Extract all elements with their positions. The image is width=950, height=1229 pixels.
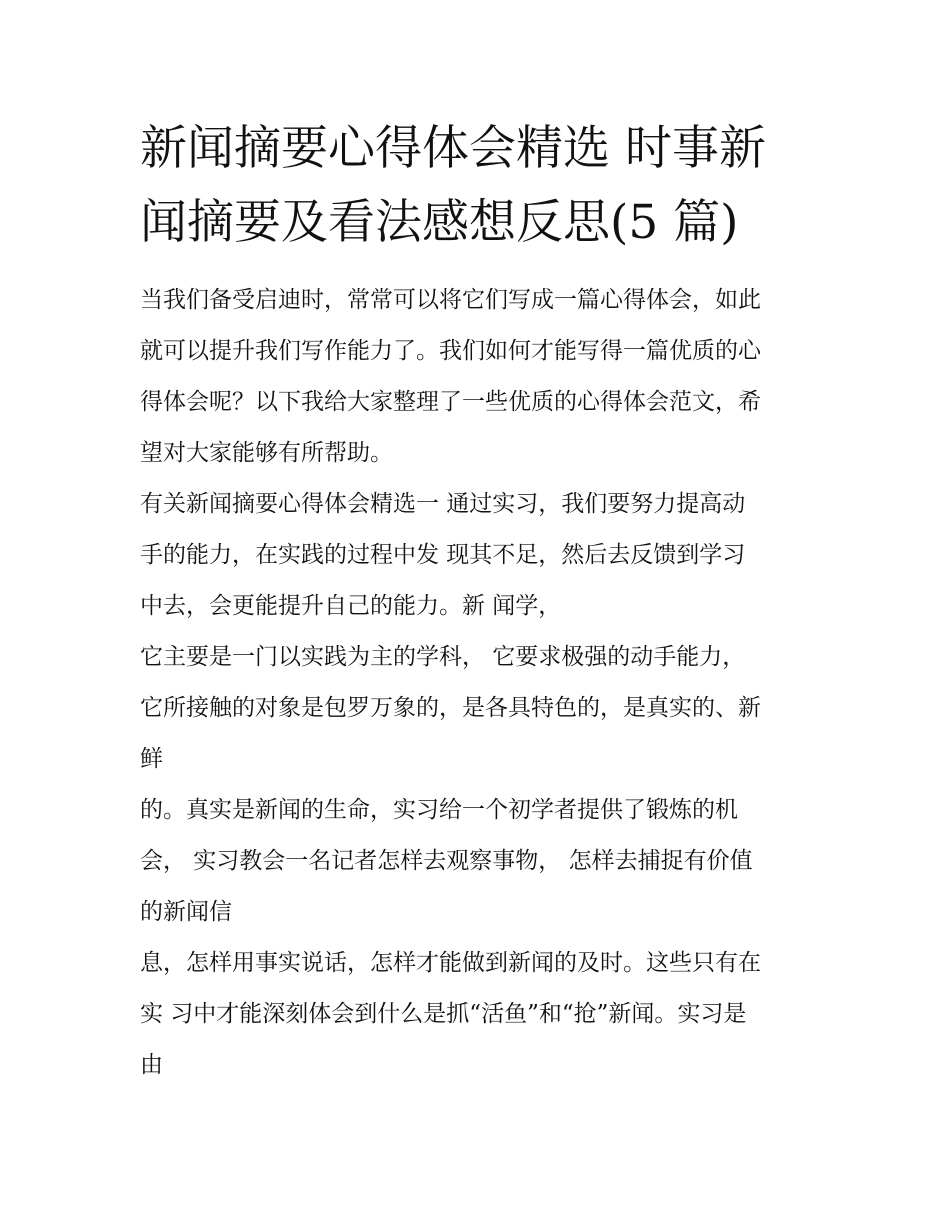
body-line: 有关新闻摘要心得体会精选一 通过实习，我们要努力提高动 xyxy=(140,491,746,517)
body-line: 它主要是一门以实践为主的学科， 它要求极强的动手能力， xyxy=(140,644,746,670)
title-line: 新闻摘要心得体会精选 时事新 xyxy=(140,121,766,176)
body-line: 鲜 xyxy=(140,746,163,772)
title-line: 闻摘要及看法感想反思(5 篇) xyxy=(140,195,739,250)
body-line: 由 xyxy=(140,1052,163,1078)
body-line: 望对大家能够有所帮助。 xyxy=(140,440,393,466)
body-line: 息，怎样用事实说话，怎样才能做到新闻的及时。这些只有在 xyxy=(140,950,761,976)
document-title xyxy=(140,112,820,260)
body-line: 实 习中才能深刻体会到什么是抓“活鱼”和“抢”新闻。实习是 xyxy=(140,1001,747,1027)
body-line: 它所接触的对象是包罗万象的，是各具特色的，是真实的、新 xyxy=(140,695,761,721)
body-line: 的。真实是新闻的生命，实习给一个初学者提供了锻炼的机 xyxy=(140,797,738,823)
body-line: 就可以提升我们写作能力了。我们如何才能写得一篇优质的心 xyxy=(140,338,761,364)
body-line: 的新闻信 xyxy=(140,899,232,925)
document-body xyxy=(140,275,820,1091)
body-line: 得体会呢？以下我给大家整理了一些优质的心得体会范文，希 xyxy=(140,389,761,415)
body-line: 当我们备受启迪时，常常可以将它们写成一篇心得体会，如此 xyxy=(140,287,761,313)
body-line: 会， 实习教会一名记者怎样去观察事物， 怎样去捕捉有价值 xyxy=(140,848,753,874)
body-line: 中去，会更能提升自己的能力。新 闻学， xyxy=(140,593,562,619)
body-line: 手的能力，在实践的过程中发 现其不足，然后去反馈到学习 xyxy=(140,542,746,568)
